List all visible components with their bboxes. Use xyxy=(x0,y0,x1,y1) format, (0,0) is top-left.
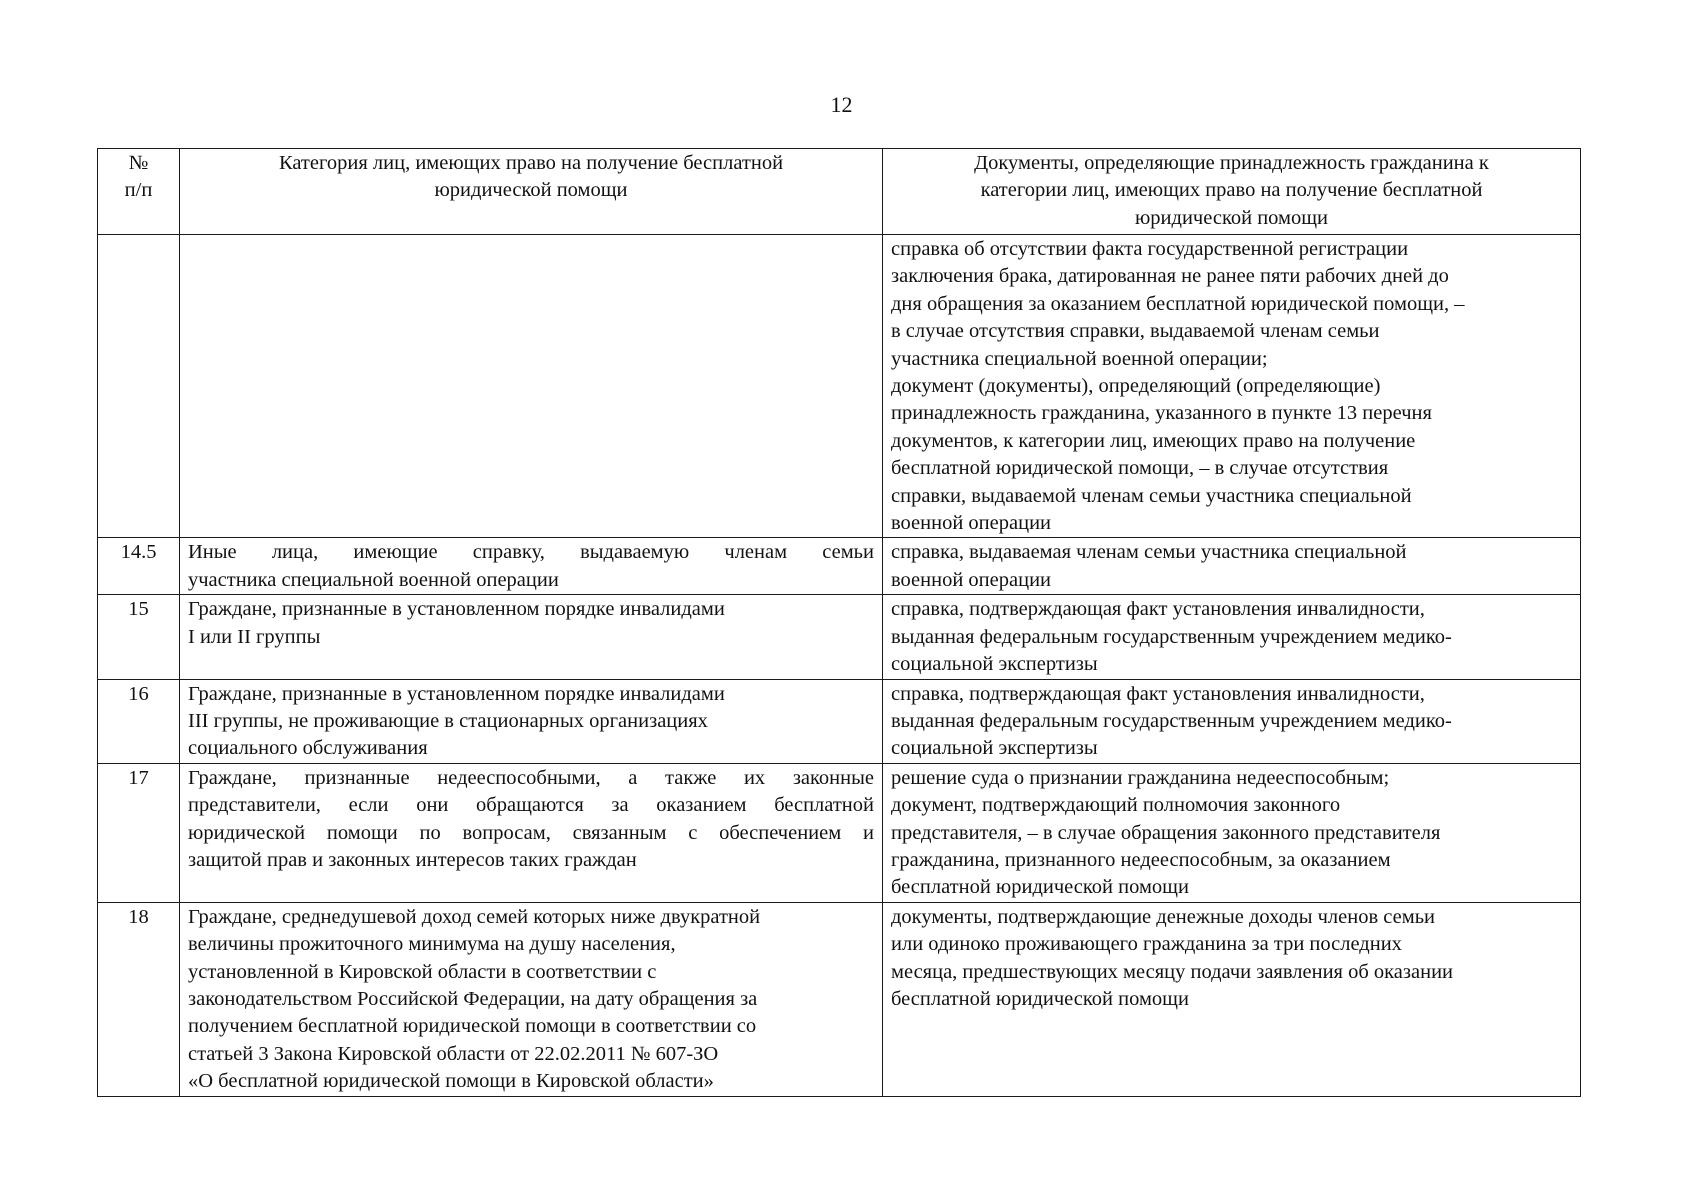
table-row xyxy=(98,538,1581,595)
documents-line: справка, выдаваемая членам семьи участника специальной xyxy=(891,541,1407,564)
documents-line: военной операции xyxy=(891,512,1052,535)
documents-line: гражданина, признанного недееспособным, за оказанием xyxy=(891,848,1391,871)
header-documents-line: категории лиц, имеющих право на получение бесплатной xyxy=(980,179,1483,202)
documents-line: бесплатной юридической помощи xyxy=(891,876,1189,899)
category-line: III группы, не проживающие в стационарных организациях xyxy=(188,709,708,732)
documents-line: решение суда о признании гражданина недееспособным; xyxy=(891,766,1390,789)
row-documents-cell xyxy=(883,902,1581,1096)
row-category-cell xyxy=(180,538,883,595)
header-number-cell xyxy=(98,149,180,235)
table-header-row xyxy=(98,149,1581,235)
documents-line: участника специальной военной операции; xyxy=(891,347,1268,370)
row-documents-cell xyxy=(883,538,1581,595)
row-category-cell xyxy=(180,235,883,538)
row-number-cell: 15 xyxy=(98,595,180,679)
documents-line: социальной экспертизы xyxy=(891,737,1098,760)
category-line: Граждане, признанные недееспособными, а также их законные xyxy=(188,766,874,789)
row-category-cell xyxy=(180,679,883,763)
documents-line: бесплатной юридической помощи xyxy=(891,987,1189,1010)
table-row xyxy=(98,595,1581,679)
header-number-line: п/п xyxy=(124,179,153,202)
category-line: «О бесплатной юридической помощи в Кировской области» xyxy=(188,1070,714,1093)
header-documents-line: юридической помощи xyxy=(1134,206,1329,229)
documents-line: представителя, – в случае обращения законного представителя xyxy=(891,821,1441,844)
header-category-line: Категория лиц, имеющих право на получение бесплатной xyxy=(278,152,784,174)
header-documents-cell xyxy=(883,149,1581,235)
row-category-cell xyxy=(180,595,883,679)
category-line: I или II группы xyxy=(188,625,321,648)
documents-line: в случае отсутствия справки, выдаваемой членам семьи xyxy=(891,320,1380,343)
row-documents-cell xyxy=(883,235,1581,538)
documents-table xyxy=(97,148,1581,1097)
page-number: 12 xyxy=(830,92,853,117)
row-number-cell: 18 xyxy=(98,902,180,1096)
category-line: защитой прав и законных интересов таких граждан xyxy=(188,848,637,871)
category-line: Иные лица, имеющие справку, выдаваемую членам семьи xyxy=(188,541,874,564)
documents-line: социальной экспертизы xyxy=(891,653,1098,676)
documents-line: документ (документы), определяющий (определяющие) xyxy=(891,375,1381,398)
documents-line: или одиноко проживающего гражданина за три последних xyxy=(891,933,1402,956)
category-line: законодательством Российской Федерации, на дату обращения за xyxy=(188,987,758,1010)
category-line: статьей 3 Закона Кировской области от 22.02.2011 № 607-ЗО xyxy=(188,1042,719,1065)
row-number-cell: 16 xyxy=(98,679,180,763)
category-line: величины прожиточного минимума на душу населения, xyxy=(188,933,676,956)
table-row xyxy=(98,763,1581,902)
row-documents-cell xyxy=(883,595,1581,679)
header-number-line: № xyxy=(128,152,149,174)
documents-line: дня обращения за оказанием бесплатной юридической помощи, – xyxy=(891,292,1465,315)
documents-line: справка, подтверждающая факт установления инвалидности, xyxy=(891,682,1425,705)
table-row xyxy=(98,902,1581,1096)
table-row xyxy=(98,235,1581,538)
row-documents-cell xyxy=(883,763,1581,902)
documents-line: выданная федеральным государственным учреждением медико- xyxy=(891,625,1452,648)
documents-line: документы, подтверждающие денежные доходы членов семьи xyxy=(891,905,1436,928)
documents-line: заключения брака, датированная не ранее пяти рабочих дней до xyxy=(891,265,1449,288)
category-line: Граждане, признанные в установленном порядке инвалидами xyxy=(188,682,725,705)
category-line: участника специальной военной операции xyxy=(188,568,559,591)
documents-line: принадлежность гражданина, указанного в пункте 13 перечня xyxy=(891,402,1432,425)
documents-line: справки, выдаваемой членам семьи участника специальной xyxy=(891,484,1412,507)
row-number-cell: 17 xyxy=(98,763,180,902)
header-category-line: юридической помощи xyxy=(434,179,628,202)
documents-line: месяца, предшествующих месяцу подачи заявления об оказании xyxy=(891,960,1454,983)
documents-line: выданная федеральным государственным учреждением медико- xyxy=(891,709,1452,732)
documents-line: справка, подтверждающая факт установления инвалидности, xyxy=(891,598,1425,621)
table-row xyxy=(98,679,1581,763)
row-documents-cell xyxy=(883,679,1581,763)
category-line: социального обслуживания xyxy=(188,737,428,760)
row-number-cell: 14.5 xyxy=(98,538,180,595)
category-line: юридической помощи по вопросам, связанным с обеспечением и xyxy=(188,821,874,844)
row-number-cell xyxy=(98,235,180,538)
documents-line: военной операции xyxy=(891,568,1052,591)
documents-line: справка об отсутствии факта государственной регистрации xyxy=(891,238,1409,260)
documents-line: документ, подтверждающий полномочия законного xyxy=(891,794,1341,817)
category-line: представители, если они обращаются за оказанием бесплатной xyxy=(188,794,874,817)
documents-line: бесплатной юридической помощи, – в случае отсутствия xyxy=(891,457,1389,480)
row-category-cell xyxy=(180,763,883,902)
documents-line: документов, к категории лиц, имеющих право на получение xyxy=(891,429,1416,452)
category-line: установленной в Кировской области в соответствии с xyxy=(188,960,657,983)
category-line: получением бесплатной юридической помощи в соответствии со xyxy=(188,1015,757,1038)
category-line: Граждане, среднедушевой доход семей которых ниже двукратной xyxy=(188,905,761,928)
header-category-cell xyxy=(180,149,883,235)
header-documents-line: Документы, определяющие принадлежность гражданина к xyxy=(974,152,1489,174)
category-line: Граждане, признанные в установленном порядке инвалидами xyxy=(188,598,725,621)
row-category-cell xyxy=(180,902,883,1096)
